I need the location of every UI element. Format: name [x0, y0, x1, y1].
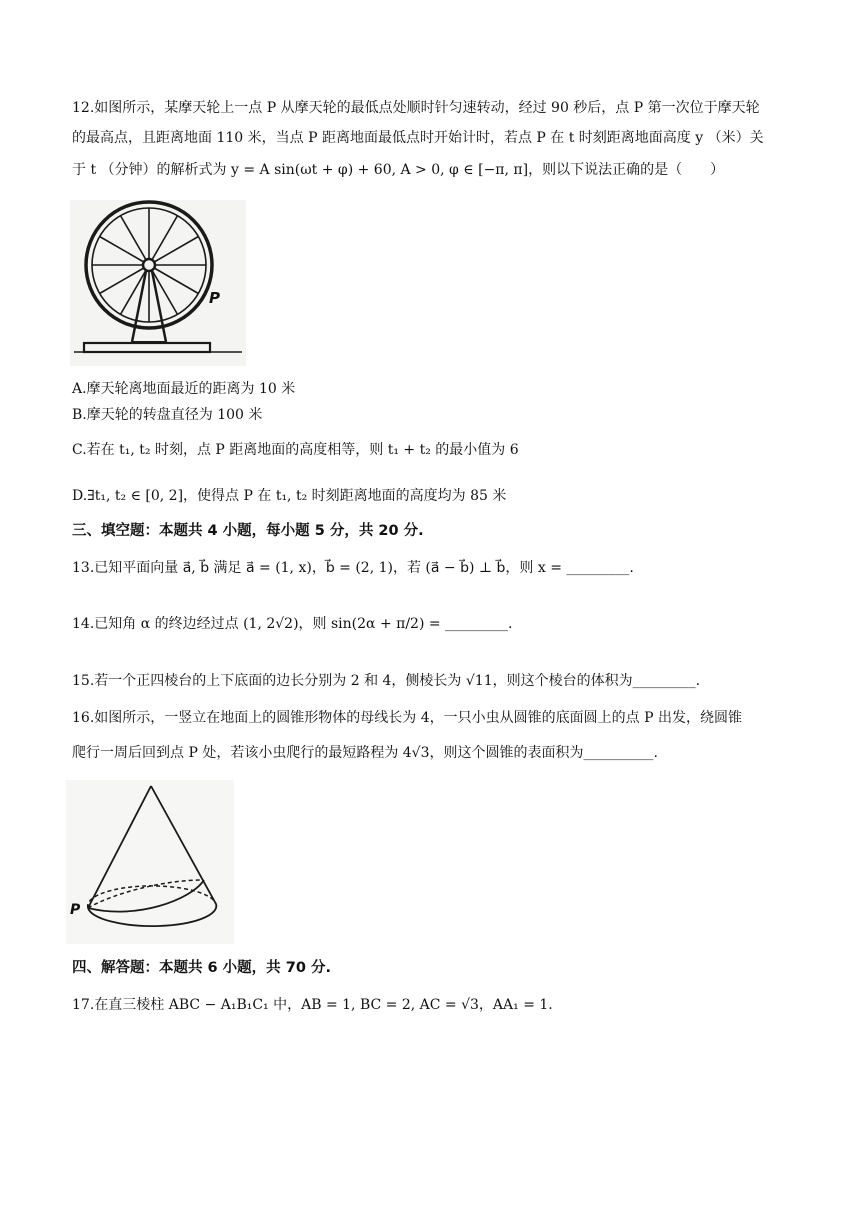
cone-point-label: P	[70, 902, 81, 918]
ferris-wheel-point-label: P	[209, 289, 220, 307]
q12-line-1: 12.如图所示，某摩天轮上一点 P 从摩天轮的最低点处顺时针匀速转动，经过 90 秒后，点 P 第一次位于摩天轮	[72, 100, 760, 116]
q15-text: 15.若一个正四棱台的上下底面的边长分别为 2 和 4，侧棱长为 √11，则这个棱台的体积为_________.	[72, 673, 701, 689]
q16-line-1: 16.如图所示，一竖立在地面上的圆锥形物体的母线长为 4，一只小虫从圆锥的底面圆上的点 P 出发，绕圆锥	[72, 710, 742, 726]
ferris-wheel-figure	[70, 200, 246, 366]
q14-text: 14.已知角 α 的终边经过点 (1, 2√2)，则 sin(2α + π/2) = _________.	[72, 616, 513, 632]
q12-option-d: D.∃t₁, t₂ ∈ [0, 2]，使得点 P 在 t₁, t₂ 时刻距离地面的高度均为 85 米	[72, 488, 507, 504]
q12-option-b: B.摩天轮的转盘直径为 100 米	[72, 407, 263, 423]
section-3-heading: 三、填空题：本题共 4 小题，每小题 5 分，共 20 分.	[72, 523, 424, 539]
q13-text: 13.已知平面向量 a⃗, b⃗ 满足 a⃗ = (1, x)，b⃗ = (2, 1)，若 (a⃗ − b⃗) ⊥ b⃗，则 x = _________.	[72, 560, 634, 576]
q12-line-2: 的最高点，且距离地面 110 米，当点 P 距离地面最低点时开始计时，若点 P 在 t 时刻距离地面高度 y （米）关	[72, 130, 764, 146]
q12-option-c: C.若在 t₁, t₂ 时刻，点 P 距离地面的高度相等，则 t₁ + t₂ 的最小值为 6	[72, 442, 519, 458]
cone-figure	[66, 780, 234, 944]
section-4-heading: 四、解答题：本题共 6 小题，共 70 分.	[72, 960, 331, 976]
q16-line-2: 爬行一周后回到点 P 处，若该小虫爬行的最短路程为 4√3，则这个圆锥的表面积为__________.	[72, 745, 658, 761]
q12-line-3: 于 t （分钟）的解析式为 y = A sin(ωt + φ) + 60, A > 0, φ ∈ [−π, π]，则以下说法正确的是（ ）	[72, 162, 725, 178]
q12-option-a: A.摩天轮离地面最近的距离为 10 米	[72, 381, 296, 397]
q17-text: 17.在直三棱柱 ABC − A₁B₁C₁ 中，AB = 1, BC = 2, AC = √3，AA₁ = 1.	[72, 997, 553, 1013]
